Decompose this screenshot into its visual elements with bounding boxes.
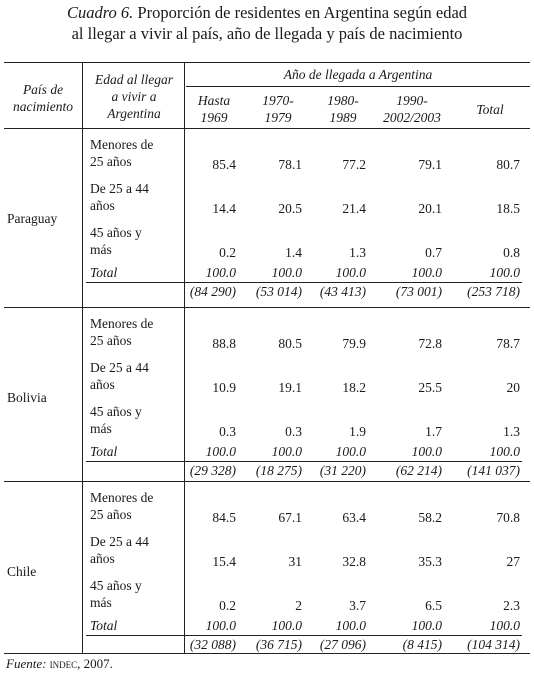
header-country-1: País de: [22, 82, 64, 97]
total-count: (31 220): [319, 463, 366, 478]
table-cell: 79.9: [342, 336, 366, 351]
total-cell: 100.0: [411, 444, 442, 459]
total-cell: 100.0: [271, 618, 302, 633]
header-year-1-line2: 1979: [264, 110, 292, 125]
table-cell: 25.5: [418, 380, 442, 395]
title-line-2: al llegar a vivir al país, año de llegada y país de nacimiento: [71, 24, 463, 43]
total-cell: 100.0: [205, 265, 236, 280]
title-line-1: Proporción de residentes en Argentina según edad: [137, 3, 468, 22]
table-cell: 88.8: [212, 336, 236, 351]
total-cell: 100.0: [489, 444, 520, 459]
header-year-3-line2: 2002/2003: [383, 110, 441, 125]
age-group-label: 45 años y: [90, 404, 142, 419]
table-cell: 63.4: [342, 510, 366, 525]
age-group-label: 45 años y: [90, 225, 142, 240]
table-cell: 79.1: [418, 157, 442, 172]
total-count: (141 037): [467, 463, 520, 478]
table-cell: 14.4: [212, 201, 236, 216]
age-group-label: Menores de: [90, 490, 154, 505]
table-cell: 1.3: [503, 424, 520, 439]
table-cell: 78.1: [278, 157, 302, 172]
age-group-label: 45 años y: [90, 578, 142, 593]
header-year-3-line1: 1990-: [396, 93, 428, 108]
total-cell: 100.0: [271, 444, 302, 459]
age-group-label: más: [90, 595, 112, 610]
age-group-label: Menores de: [90, 137, 154, 152]
header-year-0-line1: Hasta: [197, 93, 231, 108]
table-cell: 0.3: [285, 424, 302, 439]
total-count: (8 415): [402, 637, 442, 652]
table-cell: 1.9: [349, 424, 366, 439]
table-cell: 21.4: [342, 201, 366, 216]
table-cell: 31: [288, 554, 302, 569]
table-cell: 78.7: [496, 336, 520, 351]
table-cell: 72.8: [418, 336, 442, 351]
table-number: Cuadro 6.: [66, 3, 134, 22]
total-count: (84 290): [189, 284, 236, 299]
total-cell: 100.0: [335, 618, 366, 633]
table-cell: 1.7: [425, 424, 442, 439]
total-cell: 100.0: [205, 444, 236, 459]
age-group-label: De 25 a 44: [90, 534, 149, 549]
country-name: Paraguay: [7, 211, 58, 226]
table-cell: 80.7: [496, 157, 520, 172]
age-group-label: De 25 a 44: [90, 360, 149, 375]
total-label: Total: [90, 265, 118, 280]
table-cell: 20: [506, 380, 520, 395]
table-cell: 2.3: [503, 598, 520, 613]
rule-line: [4, 653, 530, 654]
header-year-4-line1: Total: [476, 102, 504, 117]
table-cell: 6.5: [425, 598, 442, 613]
total-count: (53 014): [255, 284, 302, 299]
total-label: Total: [90, 444, 118, 459]
table-cell: 80.5: [278, 336, 302, 351]
table-cell: 70.8: [496, 510, 520, 525]
table-cell: 15.4: [212, 554, 236, 569]
age-group-label: años: [90, 198, 115, 213]
header-year-2-line2: 1989: [329, 110, 357, 125]
total-cell: 100.0: [205, 618, 236, 633]
header-age-1: Edad al llegar: [95, 72, 173, 87]
total-cell: 100.0: [411, 618, 442, 633]
header-age-2: a vivir a: [111, 89, 157, 104]
total-label: Total: [90, 618, 118, 633]
total-cell: 100.0: [335, 265, 366, 280]
table-cell: 0.2: [219, 245, 236, 260]
table-cell: 1.3: [349, 245, 366, 260]
table-cell: 77.2: [342, 157, 366, 172]
table-cell: 32.8: [342, 554, 366, 569]
source-org: indec: [49, 656, 78, 671]
age-group-label: 25 años: [90, 154, 132, 169]
age-group-label: más: [90, 421, 112, 436]
table-cell: 0.7: [425, 245, 442, 260]
total-cell: 100.0: [271, 265, 302, 280]
total-cell: 100.0: [489, 618, 520, 633]
age-group-label: más: [90, 242, 112, 257]
table-cell: 20.1: [418, 201, 442, 216]
age-group-label: 25 años: [90, 333, 132, 348]
total-count: (253 718): [467, 284, 520, 299]
table-cell: 0.3: [219, 424, 236, 439]
header-year-group: Año de llegada a Argentina: [283, 67, 433, 82]
age-group-label: 25 años: [90, 507, 132, 522]
total-count: (32 088): [189, 637, 236, 652]
age-group-label: Menores de: [90, 316, 154, 331]
age-group-label: años: [90, 551, 115, 566]
table-cell: 19.1: [278, 380, 302, 395]
total-count: (36 715): [255, 637, 302, 652]
header-age-3: Argentina: [107, 106, 161, 121]
table-cell: 85.4: [212, 157, 236, 172]
country-name: Bolivia: [7, 390, 47, 405]
total-count: (73 001): [395, 284, 442, 299]
header-year-0-line2: 1969: [200, 110, 228, 125]
table-cell: 18.5: [496, 201, 520, 216]
total-count: (18 275): [255, 463, 302, 478]
total-count: (104 314): [467, 637, 520, 652]
table-cell: 10.9: [212, 380, 236, 395]
table-cell: 1.4: [285, 245, 302, 260]
table-cell: 0.2: [219, 598, 236, 613]
source-label: Fuente:: [6, 656, 47, 671]
total-count: (27 096): [319, 637, 366, 652]
year-group-rule: [186, 86, 530, 87]
source-note: [6, 655, 113, 672]
table-cell: 84.5: [212, 510, 236, 525]
table-cell: 18.2: [342, 380, 366, 395]
table-cell: 67.1: [278, 510, 302, 525]
header-year-1-line1: 1970-: [262, 93, 294, 108]
total-cell: 100.0: [411, 265, 442, 280]
header-country-2: nacimiento: [13, 99, 73, 114]
separator-line: [82, 62, 83, 653]
header-year-2-line1: 1980-: [327, 93, 359, 108]
table-cell: 35.3: [418, 554, 442, 569]
age-group-label: De 25 a 44: [90, 181, 149, 196]
table-cell: 2: [295, 598, 302, 613]
age-group-label: años: [90, 377, 115, 392]
table-cell: 3.7: [349, 598, 366, 613]
total-count: (62 214): [395, 463, 442, 478]
source-year: , 2007.: [77, 656, 113, 671]
table-cell: 58.2: [418, 510, 442, 525]
total-cell: 100.0: [335, 444, 366, 459]
table-title: [0, 2, 534, 44]
total-count: (29 328): [189, 463, 236, 478]
table-cell: 27: [506, 554, 520, 569]
table-cell: 0.8: [503, 245, 520, 260]
total-count: (43 413): [319, 284, 366, 299]
table-cell: 20.5: [278, 201, 302, 216]
country-name: Chile: [7, 564, 37, 579]
total-cell: 100.0: [489, 265, 520, 280]
